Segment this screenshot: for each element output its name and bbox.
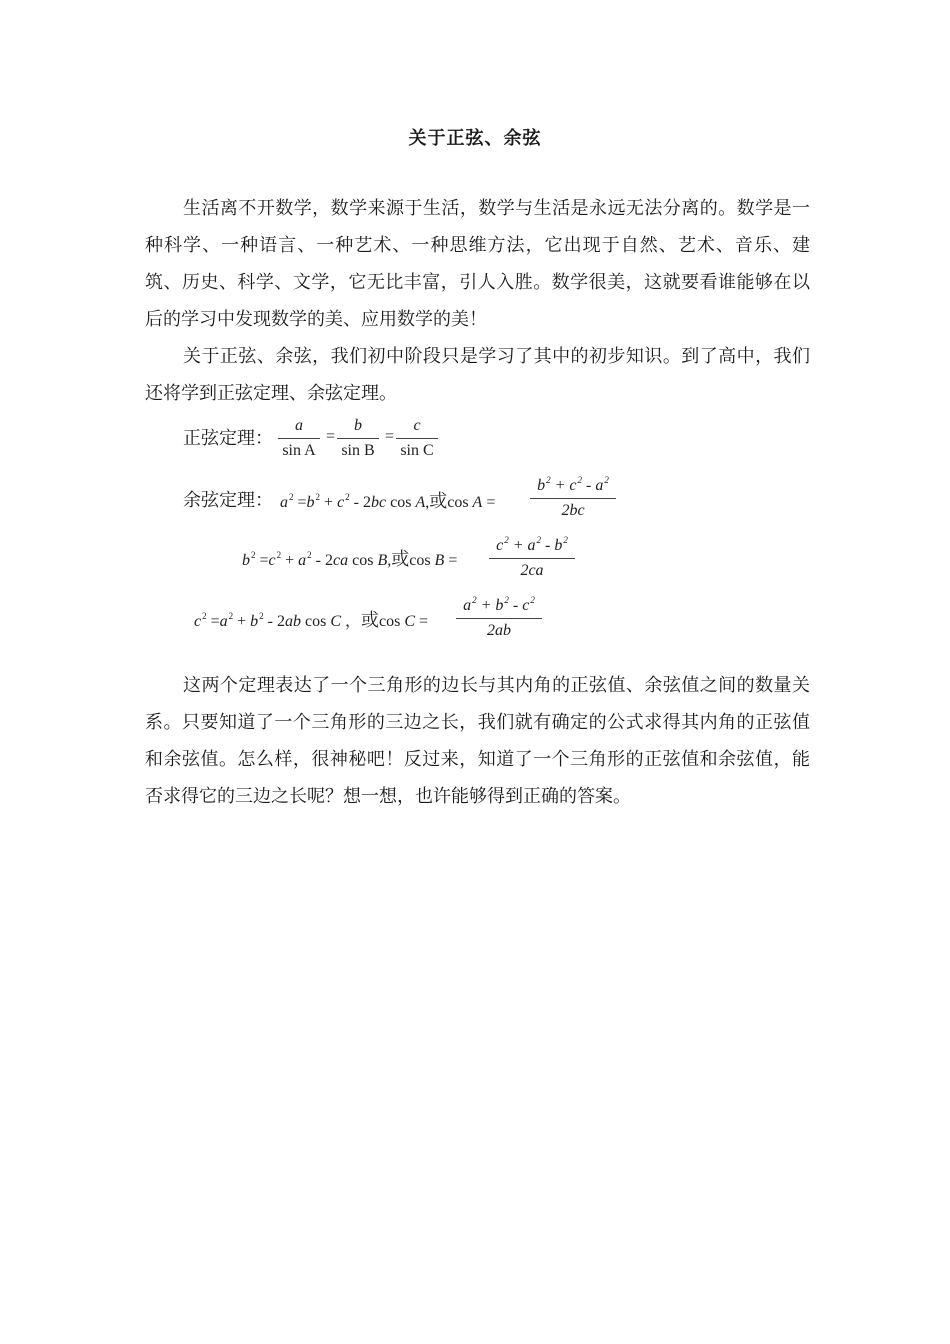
cosine-frac-c: $a^2 + b^2 - c^2$ 2ab xyxy=(456,595,542,640)
sine-frac-c: c sin C xyxy=(396,417,438,460)
sine-law-label: 正弦定理： xyxy=(183,428,273,449)
equals-sign: = xyxy=(326,428,336,445)
cosine-law-label: 余弦定理： xyxy=(183,490,273,511)
sine-frac-b: b sin B xyxy=(337,417,379,460)
cosine-frac-a: $b^2 + c^2 - a^2$ 2bc xyxy=(530,475,616,520)
equals-sign: = xyxy=(385,428,395,445)
page-title: 关于正弦、余弦 xyxy=(408,128,542,149)
paragraph-conclusion: 这两个定理表达了一个三角形的边长与其内角的正弦值、余弦值之间的数量关系。只要知道了一个三角形的三边之长，我们就有确定的公式求得其内角的正弦值和余弦值。怎么样，很神秘吧！反过来，知道了一个三角形的正弦值和余弦值，能否求得它的三边之长呢？想一想，也许能够得到正确的答案。 xyxy=(145,675,810,807)
paragraph-intro: 生活离不开数学，数学来源于生活，数学与生活是永远无法分离的。数学是一种科学、一种语言、一种艺术、一种思维方法，它出现于自然、艺术、音乐、建筑、历史、科学、文学，它无比丰富，引人入胜。数学很美，这就要看谁能够在以后的学习中发现数学的美、应用数学的美！ xyxy=(145,198,810,330)
cosine-frac-b: $c^2 + a^2 - b^2$ 2ca xyxy=(489,535,575,580)
cosine-law-a: $a^2 =b^2 + c^2 - 2bc$ cos A,或cos A = xyxy=(280,491,496,512)
sine-frac-a: a sin A xyxy=(278,417,320,460)
paragraph-theorems-intro: 关于正弦、余弦，我们初中阶段只是学习了其中的初步知识。到了高中，我们还将学到正弦定理、余弦定理。 xyxy=(145,346,810,404)
cosine-law-c: $c^2 =a^2 + b^2 - 2ab$ cos C ，或cos C = xyxy=(194,610,429,631)
cosine-law-b: $b^2 =c^2 + a^2 - 2ca$ cos B,或cos B = xyxy=(242,549,458,570)
